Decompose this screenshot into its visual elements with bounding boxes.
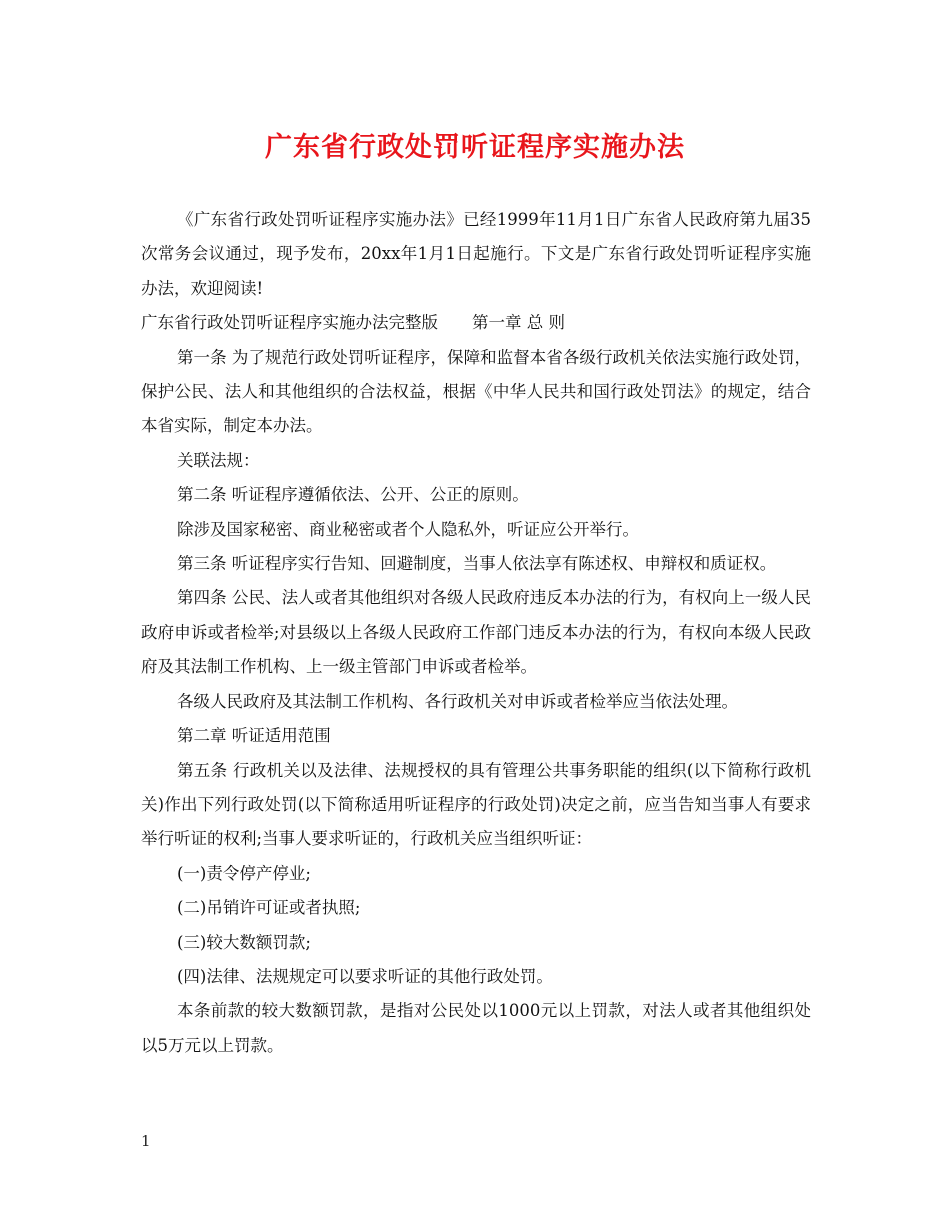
article-5-item-4: (四)法律、法规规定可以要求听证的其他行政处罚。: [177, 966, 553, 986]
article-5-para-2: 本条前款的较大数额罚款，是指对公民处以1000元以上罚款，对法人或者其他组织处以5万元以上罚款。: [141, 1001, 811, 1055]
article-2-para-2: 除涉及国家秘密、商业秘密或者个人隐私外，听证应公开举行。: [177, 519, 639, 539]
article-4: 第四条 公民、法人或者其他组织对各级人民政府违反本办法的行为，有权向上一级人民政府申诉或者检举;对县级以上各级人民政府工作部门违反本办法的行为，有权向本级人民政府及其法制工作机构、上一级主管部门申诉或者检举。: [141, 588, 811, 677]
related-laws-label: 关联法规：: [177, 450, 260, 470]
chapter-one-heading: 第一章 总 则: [472, 313, 565, 333]
page-number: 1: [141, 1132, 151, 1150]
article-4-para-2: 各级人民政府及其法制工作机构、各行政机关对申诉或者检举应当依法处理。: [177, 691, 738, 711]
document-title: 广东省行政处罚听证程序实施办法: [265, 132, 685, 163]
subheading-left: 广东省行政处罚听证程序实施办法完整版: [141, 313, 438, 333]
article-5-item-3: (三)较大数额罚款;: [177, 932, 311, 952]
article-1: 第一条 为了规范行政处罚听证程序，保障和监督本省各级行政机关依法实施行政处罚，保护公民、法人和其他组织的合法权益，根据《中华人民共和国行政处罚法》的规定，结合本省实际，制定本办法。: [141, 347, 811, 436]
chapter-two-heading: 第二章 听证适用范围: [177, 726, 331, 746]
article-5: 第五条 行政机关以及法律、法规授权的具有管理公共事务职能的组织(以下简称行政机关)作出下列行政处罚(以下简称适用听证程序的行政处罚)决定之前，应当告知当事人有要求举行听证的权利;当事人要求听证的，行政机关应当组织听证：: [141, 760, 811, 849]
article-3: 第三条 听证程序实行告知、回避制度，当事人依法享有陈述权、申辩权和质证权。: [177, 554, 777, 574]
document-body: [141, 203, 811, 1063]
article-2: 第二条 听证程序遵循依法、公开、公正的原则。: [177, 485, 529, 505]
intro-paragraph: 《广东省行政处罚听证程序实施办法》已经1999年11月1日广东省人民政府第九届35次常务会议通过，现予发布，20xx年1月1日起施行。下文是广东省行政处罚听证程序实施办法，欢迎阅读!: [141, 210, 811, 298]
article-5-item-2: (二)吊销许可证或者执照;: [177, 898, 361, 918]
article-5-item-1: (一)责令停产停业;: [177, 863, 311, 883]
subheading-line: [141, 306, 811, 340]
